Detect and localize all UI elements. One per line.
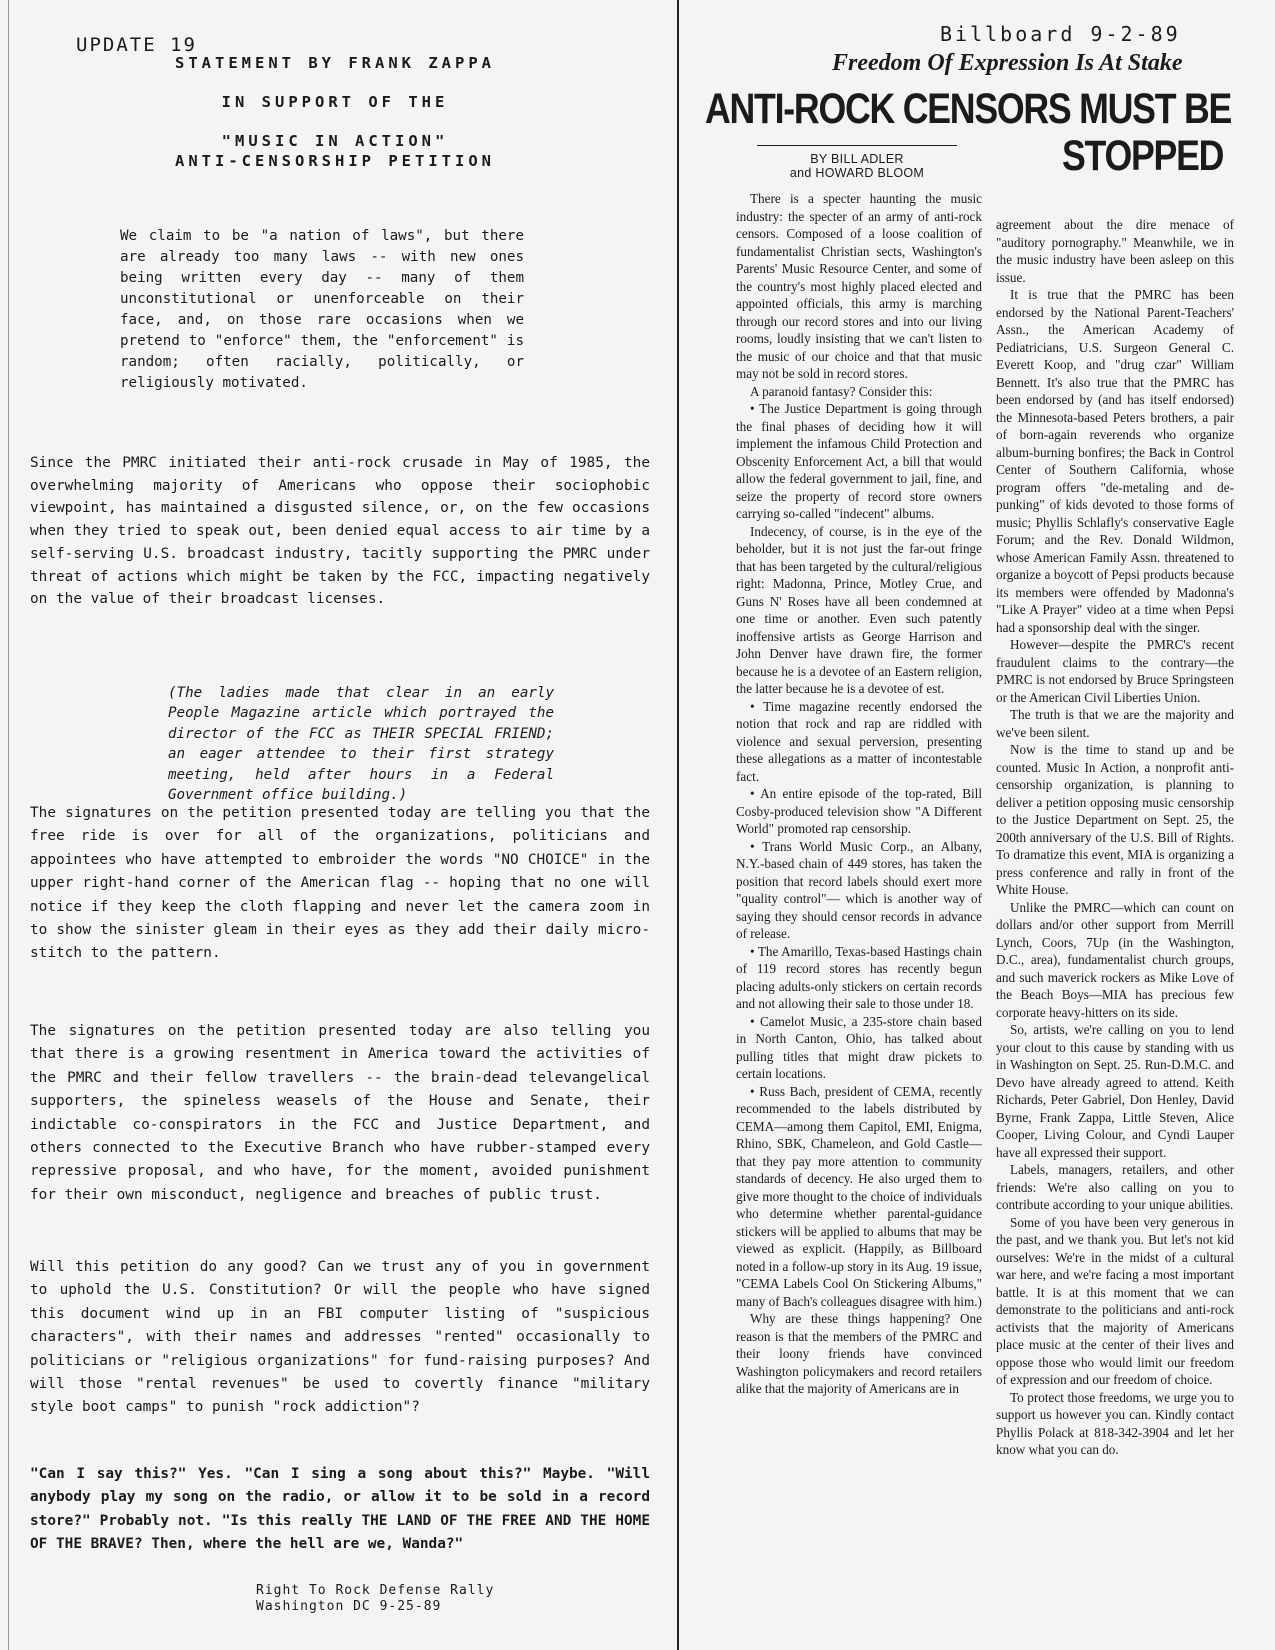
article-paragraph: However—despite the PMRC's recent fraudulent claims to the contrary—the PMRC is not endorsed by Bruce Springsteen or the American Civil Liberties Union. — [996, 637, 1234, 705]
article-bullet: • The Justice Department is going through the final phases of deciding how it will implement the infamous Child Protection and Obscenity Enforcement Act, a bill that would allow the federal government to jail, fine, and seize the property of record store owners carrying so-called "indecent" albums. — [736, 401, 982, 521]
article-paragraph: Indecency, of course, is in the eye of the beholder, but it is not just the far-out fringe that has been targeted by the cultural/religious right: Madonna, Prince, Motley Crue, and Guns N' Roses have all been condemned at one time or another. Even such patently inoffensive artists as George Harrison and John Denver have drawn fire, the former because he is a devotee of an Eastern religion, the latter because he is a devotee of est. — [736, 523, 982, 696]
article-bullet: • Camelot Music, a 235-store chain based in North Canton, Ohio, has talked about pulling titles that might draw pickets to certain locations. — [736, 1013, 982, 1081]
statement-paragraph: The signatures on the petition presented today are also telling you that there is a growing resentment in America toward the activities of the PMRC and their fellow travellers -- the brain-dead televangelical supporters, the spineless weasels of the House and Senate, their indictable co-conspirators in the FCC and Justice Department, and others connected to the Executive Branch who have rubber-stamped every repressive proposal, and who have, for the moment, avoided punishment for their own misconduct, negligence and breaches of public trust. — [30, 1023, 650, 1203]
article-headline-line-1: ANTI-ROCK CENSORS MUST BE — [705, 85, 1232, 133]
rally-location-date: Washington DC 9-25-89 — [256, 1599, 442, 1614]
article-bullet: • Russ Bach, president of CEMA, recently recommended to the labels distributed by CEMA—among them Capitol, EMI, Enigma, Rhino, SBK, Chameleon, and Gold Castle—that they pay more attention to community standards of decency. He also urged them to give more thought to the choice of individuals who determine whether parental-guidance stickers will be applied to albums that may be viewed as explicit. (Happily, as Billboard noted in a follow-up story in its Aug. 19 issue, "CEMA Labels Cool On Stickering Albums," many of Bach's colleagues disagree with him.) — [736, 1083, 982, 1309]
byline-author-1: BY BILL ADLER — [810, 152, 904, 166]
column-divider — [677, 0, 679, 1650]
statement-heading-line-3: "MUSIC IN ACTION" — [221, 132, 449, 150]
statement-heading-line-2: IN SUPPORT OF THE — [221, 93, 449, 111]
article-paragraph: Why are these things happening? One reason is that the members of the PMRC and their loony friends have convinced Washington policymakers and record retailers alike that the majority of Americans are in — [736, 1311, 982, 1396]
page-edge — [8, 0, 9, 1650]
article-paragraph: Now is the time to stand up and be counted. Music In Action, a nonprofit anti-censorship organization, is planning to deliver a petition opposing music censorship to the Justice Department on Sept. 25, the 200th anniversary of the U.S. Bill of Rights. To dramatize this event, MIA is organizing a press conference and rally in front of the White House. — [996, 742, 1234, 897]
article-bullet: • The Amarillo, Texas-based Hastings chain of 119 record stores has recently begun placing adults-only stickers on certain records and not allowing their sale to those under 18. — [736, 943, 982, 1011]
statement-heading-line-4: ANTI-CENSORSHIP PETITION — [175, 152, 495, 170]
article-paragraph: The truth is that we are the majority and we've been silent. — [996, 707, 1234, 740]
statement-aside: (The ladies made that clear in an early People Magazine article which portrayed the director of the FCC as THEIR SPECIAL FRIEND; an eager attendee to their first strategy meeting, held after hours in a Federal Government office building.) — [168, 685, 554, 804]
article-paragraph: To protect those freedoms, we urge you to support us however you can. Kindly contact Phyllis Polack at 818-342-3904 and let her know what you can do. — [996, 1389, 1234, 1457]
byline-author-2: and HOWARD BLOOM — [789, 166, 925, 180]
article-paragraph: Labels, managers, retailers, and other friends: We're also calling on you to contribute according to your unique abilities. — [996, 1162, 1234, 1212]
article-paragraph: It is true that the PMRC has been endorsed by the National Parent-Teachers' Assn., the American Academy of Pediatricians, U.S. Surgeon General C. Everett Koop, and "drug czar" William Bennett. It's also true that the PMRC has been endorsed by (and has itself endorsed) the Minnesota-based Peters brothers, a pair of born-again reverends who organize album-burning bonfires; the Back in Control Center of Southern California, whose program offers "de-metaling and de-punking" of kids devoted to those forms of music; Phyllis Schlafly's conservative Eagle Forum; and the Rev. Donald Wildmon, whose American Family Assn. threatened to organize a boycott of Pepsi products because its members were offended by Madonna's "Like A Prayer" video at a time when Pepsi had a sponsorship deal with the singer. — [996, 287, 1234, 635]
article-paragraph: There is a specter haunting the music industry: the specter of an army of anti-rock censors. Composed of a loose coalition of fundamentalist Christian sects, Washington's Parents' Music Resource Center, and some of the country's most highly placed elected and appointed officials, this army is marching through our record stores and into our living rooms, loudly insisting that we can't listen to the music of our choice and that that music may not be sold in record stores. — [736, 191, 982, 381]
article-kicker: Freedom Of Expression Is At Stake — [832, 50, 1183, 76]
article-column-a — [736, 190, 982, 1398]
statement-paragraph: Since the PMRC initiated their anti-rock crusade in May of 1985, the overwhelming majority of Americans who oppose their sociophobic viewpoint, has maintained a disgusted silence, or, on the few occasions when they tried to speak out, been denied equal access to air time by a self-serving U.S. broadcast industry, tacitly supporting the PMRC under threat of actions which might be taken by the FCC, impacting negatively on the value of their broadcast licenses. — [30, 455, 650, 608]
article-paragraph: Unlike the PMRC—which can count on dollars and/or other support from Merrill Lynch, Coors, 7Up (in the Washington, D.C., area), fundamentalist church groups, and such maverick rockers as Mike Love of the Beach Boys—MIA has precious few corporate heavy-hitters on its side. — [996, 899, 1234, 1020]
article-bullet: • Trans World Music Corp., an Albany, N.Y.-based chain of 449 stores, has taken the position that record labels should exert more "quality control"— which is another way of saying they should censor records in advance of release. — [736, 838, 982, 941]
statement-heading-line-1: STATEMENT BY FRANK ZAPPA — [175, 54, 495, 72]
statement-paragraph: Will this petition do any good? Can we trust any of you in government to uphold the U.S. Constitution? Or will the people who have signed this document wind up in an FBI computer listing of "suspicious characters", with their names and addresses "rented" occasionally to politicians or "religious organizations" for fund-raising purposes? And will those "rental revenues" be used to covertly finance "military style boot camps" to punish "rock addiction"? — [30, 1259, 650, 1416]
article-headline-line-2: STOPPED — [1062, 132, 1224, 180]
article-column-b — [996, 216, 1234, 1459]
article-bullet: • Time magazine recently endorsed the notion that rock and rap are riddled with violence and sexual perversion, presenting these allegations as a matter of incontestable fact. — [736, 698, 982, 784]
update-label: UPDATE 19 — [76, 34, 197, 56]
source-date: Billboard 9-2-89 — [940, 22, 1181, 46]
article-paragraph: So, artists, we're calling on you to lend your clout to this cause by standing with us in Washington on Sept. 25. Run-D.M.C. and Devo have already agreed to attend. Keith Richards, Peter Gabriel, Don Henley, David Byrne, Frank Zappa, Little Steven, Alice Cooper, Living Colour, and Cyndi Lauper have all expressed their support. — [996, 1022, 1234, 1160]
article-paragraph: Some of you have been very generous in the past, and we thank you. But let's not kid ourselves: We're in the midst of a cultural war here, and we're facing a most important battle. It is at this moment that we can demonstrate to the politicians and anti-rock activists that the majority of Americans place music at the center of their lives and oppose those who would limit our freedom of expression and our freedom of choice. — [996, 1214, 1234, 1387]
rally-footer — [256, 1583, 494, 1615]
rally-name: Right To Rock Defense Rally — [256, 1583, 495, 1598]
statement-closing: "Can I say this?" Yes. "Can I sing a song about this?" Maybe. "Will anybody play my song on the radio, or allow it to be sold in a record store?" Probably not. "Is this really THE LAND OF THE FREE AND THE HOME OF THE BRAVE? Then, where the hell are we, Wanda?" — [30, 1466, 650, 1553]
article-paragraph: agreement about the dire menace of "auditory pornography." Meanwhile, we in the music industry have been asleep on this issue. — [996, 217, 1234, 285]
statement-paragraph: The signatures on the petition presented today are telling you that the free ride is over for all of the organizations, politicians and appointees who have attempted to embroider the words "NO CHOICE" in the upper right-hand corner of the American flag -- hoping that no one will notice if they keep the cloth flapping and never let the camera zoom in to show the sinister gleam in their eyes as they add their daily micro-stitch to the pattern. — [30, 805, 650, 962]
article-bullet: • An entire episode of the top-rated, Bill Cosby-produced television show "A Different World" promoted rap censorship. — [736, 786, 982, 836]
article-byline — [757, 145, 957, 180]
statement-paragraph: We claim to be "a nation of laws", but there are already too many laws -- with new ones being written every day -- many of them unconstitutional or unenforceable on their face, and, on those rare occasions when we pretend to "enforce" them, the "enforcement" is random; often racially, politically, or religiously motivated. — [120, 228, 524, 391]
article-paragraph: A paranoid fantasy? Consider this: — [750, 383, 933, 399]
